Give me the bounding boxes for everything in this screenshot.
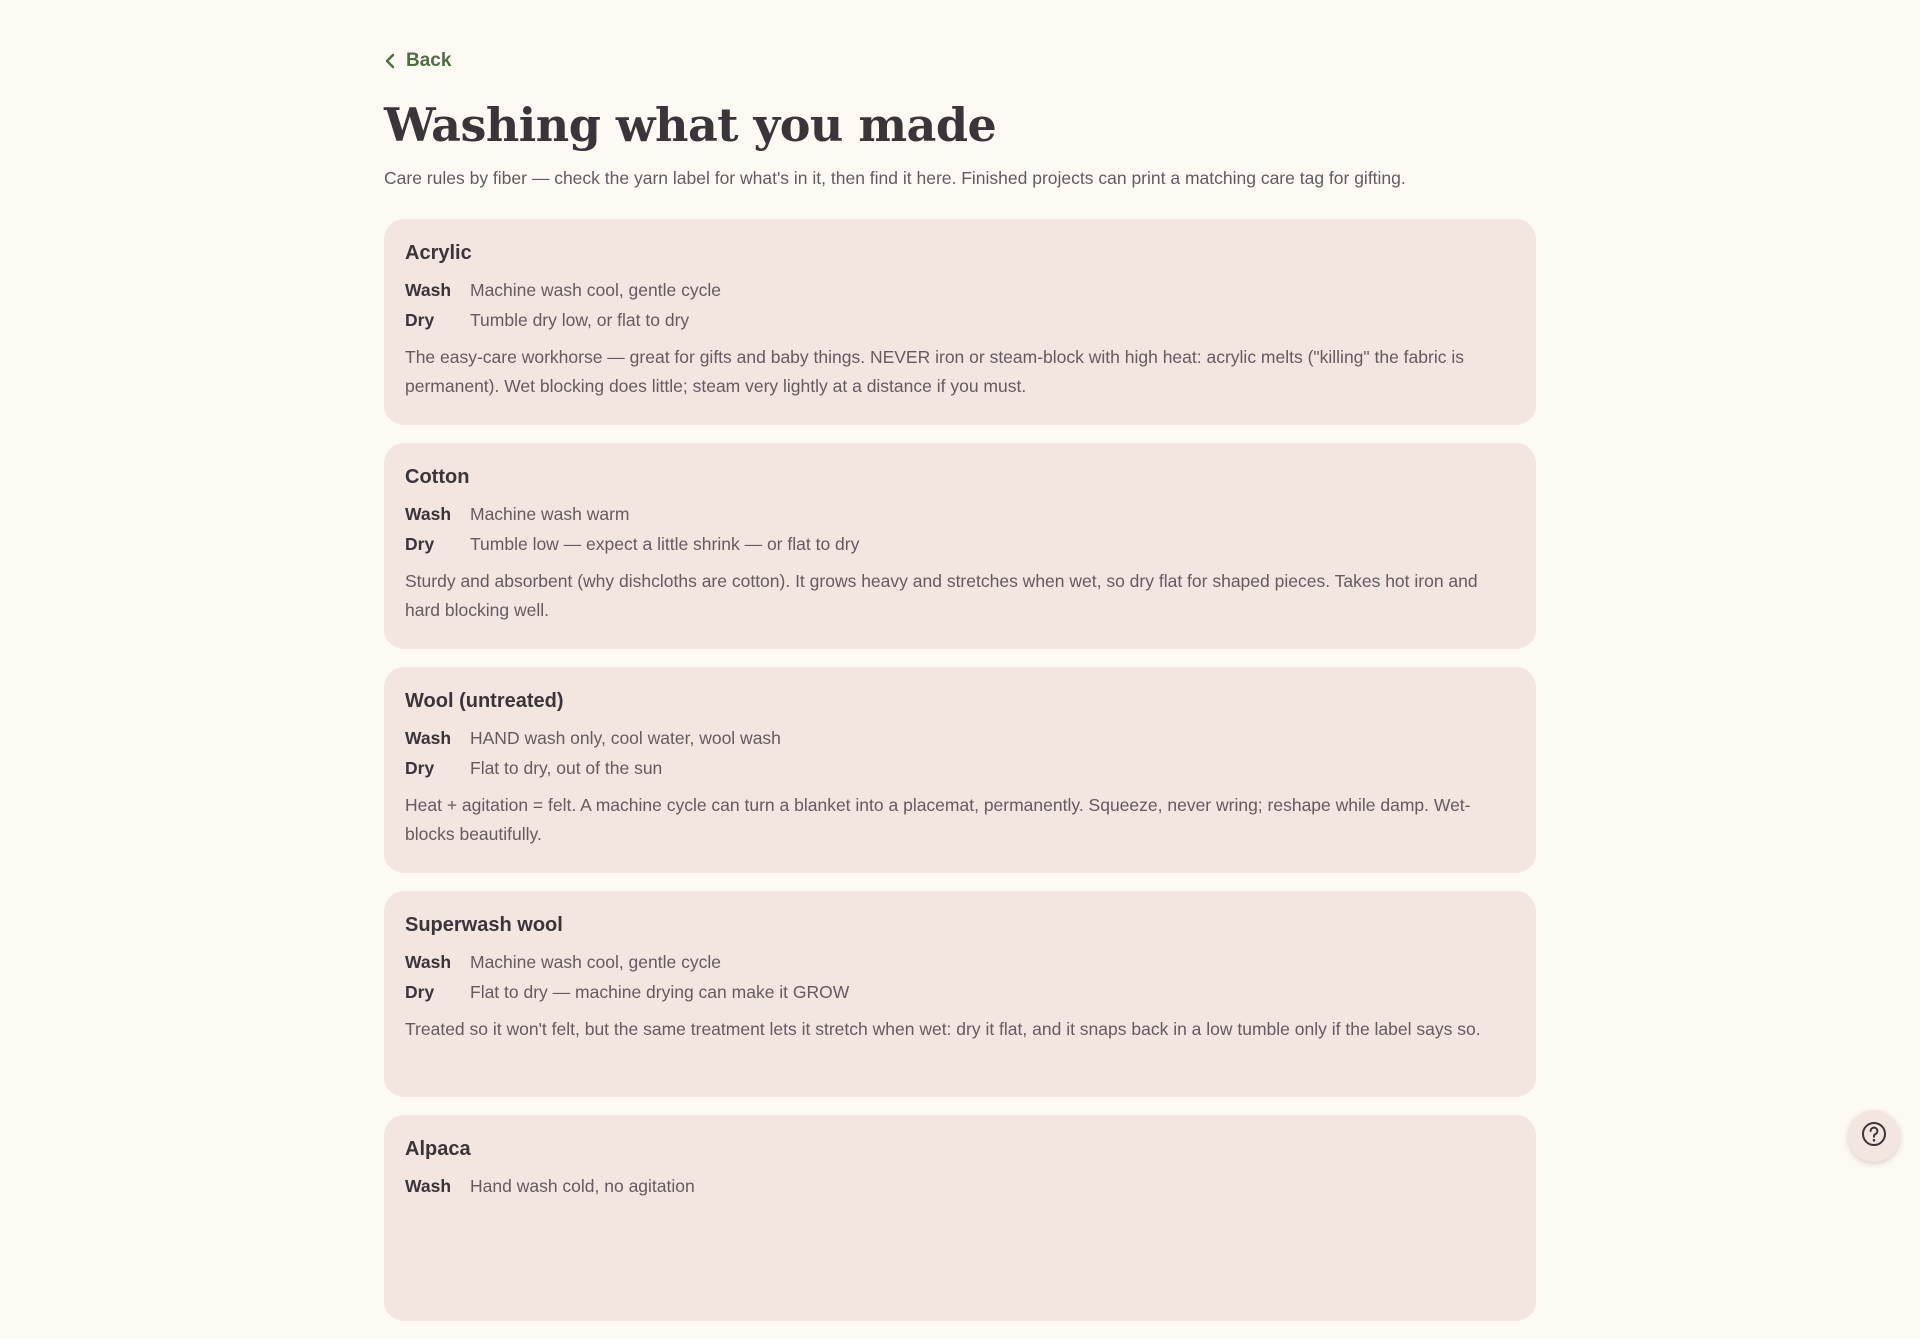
fiber-name: Cotton bbox=[405, 466, 470, 488]
wash-rule bbox=[405, 1171, 1515, 1201]
wash-rule bbox=[405, 723, 1515, 753]
dry-rule bbox=[405, 529, 1515, 559]
fiber-note: Heat + agitation = felt. A machine cycle can turn a blanket into a placemat, permanently. Squeeze, never wring; reshape while damp. Wet-blocks beautifully. bbox=[405, 795, 1471, 844]
wash-value: Machine wash cool, gentle cycle bbox=[470, 952, 721, 972]
question-circle-icon bbox=[1860, 1120, 1888, 1153]
dry-label: Dry bbox=[405, 310, 435, 330]
help-button[interactable] bbox=[1848, 1110, 1900, 1162]
fiber-name: Superwash wool bbox=[405, 914, 563, 936]
dry-rule bbox=[405, 977, 1515, 1007]
wash-rule bbox=[405, 275, 1515, 305]
page-title: Washing what you made bbox=[384, 98, 997, 152]
fiber-note: Sturdy and absorbent (why dishcloths are cotton). It grows heavy and stretches when wet, so dry flat for shaped pieces. Takes hot iron and hard blocking well. bbox=[405, 571, 1478, 620]
fiber-name: Alpaca bbox=[405, 1138, 471, 1160]
wash-value: Machine wash cool, gentle cycle bbox=[470, 280, 721, 300]
wash-label: Wash bbox=[405, 504, 452, 524]
wash-value: HAND wash only, cool water, wool wash bbox=[470, 728, 781, 748]
wash-rule bbox=[405, 499, 1515, 529]
fiber-card-wool-untreated bbox=[384, 667, 1536, 873]
fiber-card-superwash-wool bbox=[384, 891, 1536, 1097]
fiber-name: Wool (untreated) bbox=[405, 690, 564, 712]
dry-label: Dry bbox=[405, 758, 435, 778]
wash-label: Wash bbox=[405, 1176, 452, 1196]
dry-value: Flat to dry — machine drying can make it GROW bbox=[470, 982, 850, 1002]
wash-rule bbox=[405, 947, 1515, 977]
dry-label: Dry bbox=[405, 534, 435, 554]
fiber-card-cotton bbox=[384, 443, 1536, 649]
dry-label: Dry bbox=[405, 982, 435, 1002]
dry-value: Tumble dry low, or flat to dry bbox=[470, 310, 690, 330]
dry-rule bbox=[405, 753, 1515, 783]
wash-label: Wash bbox=[405, 280, 452, 300]
fiber-note: The easy-care workhorse — great for gifts and baby things. NEVER iron or steam-block with high heat: acrylic melts ("killing" the fabric is permanent). Wet blocking does little; steam very lightly at a distance if you must. bbox=[405, 347, 1464, 396]
wash-value: Hand wash cold, no agitation bbox=[470, 1176, 695, 1196]
fiber-note: Treated so it won't felt, but the same treatment lets it stretch when wet: dry it flat, and it snaps back in a low tumble only if the label says so. bbox=[405, 1019, 1481, 1039]
chevron-left-icon bbox=[384, 53, 396, 69]
back-label: Back bbox=[406, 50, 452, 71]
fiber-card-list bbox=[384, 219, 1536, 1339]
wash-value: Machine wash warm bbox=[470, 504, 630, 524]
dry-rule bbox=[405, 305, 1515, 335]
fiber-name: Acrylic bbox=[405, 242, 472, 264]
dry-value: Flat to dry, out of the sun bbox=[470, 758, 663, 778]
wash-label: Wash bbox=[405, 952, 452, 972]
back-button[interactable] bbox=[384, 50, 451, 72]
fiber-card-acrylic bbox=[384, 219, 1536, 425]
fiber-card-alpaca bbox=[384, 1115, 1536, 1321]
wash-label: Wash bbox=[405, 728, 452, 748]
dry-value: Tumble low — expect a little shrink — or flat to dry bbox=[470, 534, 860, 554]
page-intro: Care rules by fiber — check the yarn label for what's in it, then find it here. Finished projects can print a matching care tag for gifting. bbox=[384, 168, 1406, 188]
